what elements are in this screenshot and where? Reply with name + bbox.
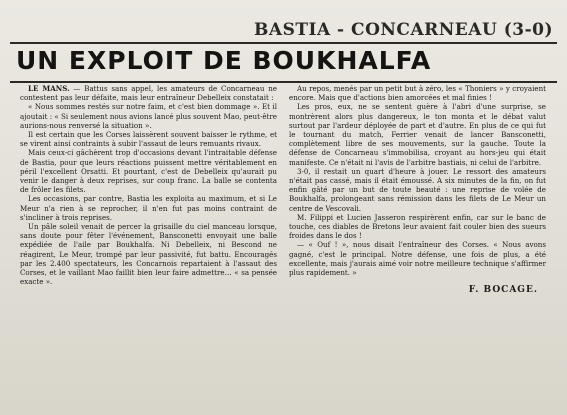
article-headline: UN EXPLOIT DE BOUKHALFA: [16, 46, 432, 75]
header-rule: [10, 42, 557, 44]
article-paragraph: M. Filippi et Lucien Jasseron respirèrent enfin, car sur le banc de touche, ces diables de Bretons leur avaient fait couler bien des sueurs froides dans le dos !: [289, 212, 546, 241]
article-body: [20, 84, 547, 402]
author-signature: F. BOCAGE.: [468, 285, 538, 296]
article-paragraph: Les occasions, par contre, Bastia les exploita au maximum, et si Le Meur n'a rien à se reprocher, il n'en fut pas moins contraint de s'incliner à trois reprises.: [20, 194, 277, 222]
article-column-left: [20, 84, 277, 402]
article-paragraph: Les pros, eux, ne se sentent guère à l'abri d'une surprise, se montrèrent alors plus dangereux, le ton monta et le débat valut surtout par l'ardeur déployée de part et d'autre. En plus de ce qui fut le tournant du match, Ferrier venait de lancer Bansconetti, complètement libre de ses mouvements, sur la gauche. Toute la défense de Concarneau s'immobilisa, croyant au hors-jeu qui était manifeste. Ce n'était ni l'avis de l'arbitre bastiais, ni celui de l'arbitre.: [289, 102, 546, 167]
article-paragraph: — « Ouf ! », nous disait l'entraîneur des Corses. « Nous avons gagné, c'est le principal. Notre défense, une fois de plus, a été excellente, mais j'aurais aimé voir notre meilleure technique s'affirmer plus rapidement. »: [289, 240, 546, 278]
dateline: LE MANS.: [28, 84, 70, 93]
article-paragraph: 3-0, il restait un quart d'heure à jouer. Le ressort des amateurs n'était pas cassé, mais il était émoussé. A six minutes de la fin, on fut enfin gâté par un but de toute beauté : une reprise de volée de Boukhalfa, prolongeant sans rémission dans les filets de Le Meur un centre de Vescovali.: [289, 166, 546, 213]
article-paragraph: « Nous sommes restés sur notre faim, et c'est bien dommage ». Et il ajoutait : « Si seulement nous avions lancé plus souvent Mao, peut-être aurions-nous renversé la situation ».: [20, 102, 277, 130]
article-paragraph: [20, 84, 277, 102]
article-paragraph: Il est certain que les Corses laissèrent souvent baisser le rythme, et se virent ainsi contraints à subir l'assaut de leurs remuants rivaux.: [20, 130, 277, 149]
article-paragraph: Un pâle soleil venait de percer la grisaille du ciel manceau lorsque, sans doute pour fêter l'événement, Bansconetti envoyait une balle expédiée de l'aile par Boukhalfa. Ni Debelleix, ni Bescond ne réagirent, Le Meur, trompé par leur passivité, fut battu. Encouragés par les 2.400 spectateurs, les Concarnois repartaient à l'assaut des Corses, et le vaillant Mao faillit bien leur faire admettre… « sa pensée exacte ».: [20, 222, 277, 287]
article-paragraph: Au repos, menés par un petit but à zéro, les « Thoniers » y croyaient encore. Mais que d'actions bien amorcées et mal finies !: [289, 84, 546, 103]
article-paragraph: Mais ceux-ci gâchèrent trop d'occasions devant l'intraitable défense de Bastia, pour que leurs réactions puissent mettre véritablement en péril l'excellent Orsatti. Et pourtant, c'est de Debelleix qu'aurait pu venir le danger à deux reprises, sur coup franc. La balle se contenta de frôler les filets.: [20, 148, 277, 195]
article-column-right: [289, 84, 546, 402]
match-score-header: BASTIA - CONCARNEAU (3-0): [254, 20, 553, 40]
paragraph-text: — Battus sans appel, les amateurs de Concarneau ne contestent pas leur défaite, mais leur entraîneur Debelleix constatait :: [20, 84, 277, 103]
headline-rule: [10, 81, 557, 83]
